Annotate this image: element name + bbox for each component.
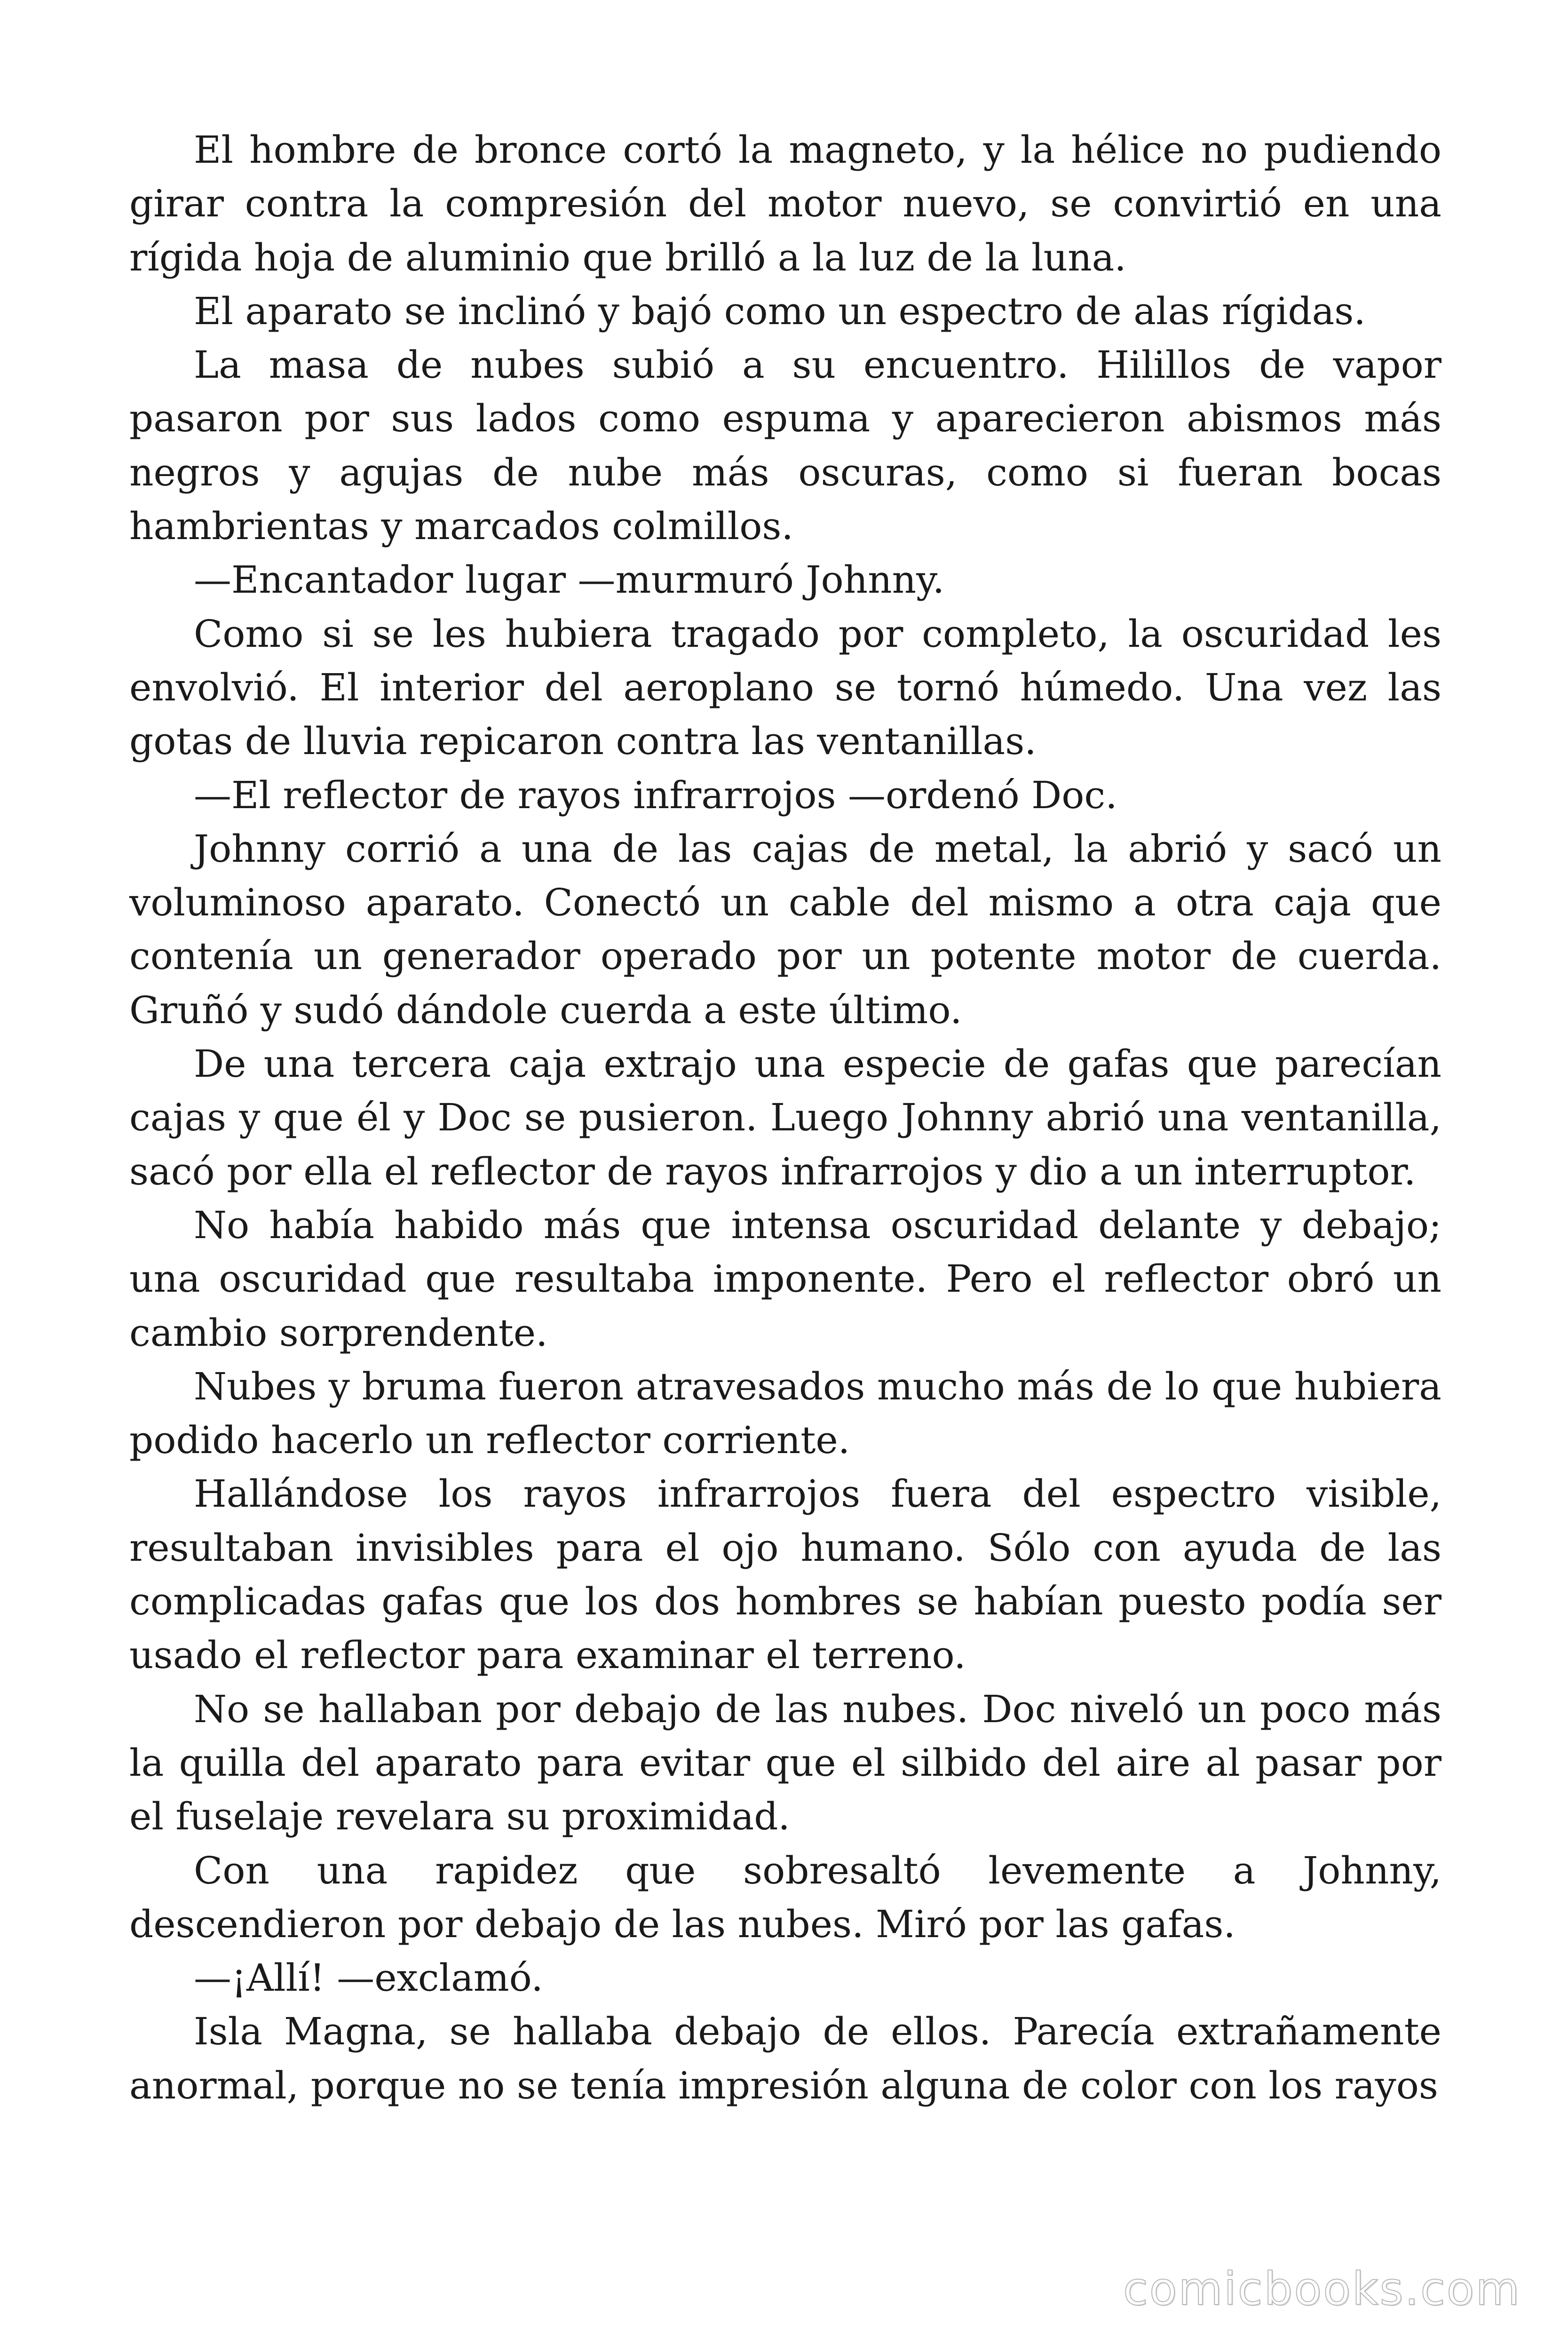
page-text [129, 123, 1441, 2113]
watermark: comicbooks.com [1123, 2263, 1521, 2315]
paragraph: No se hallaban por debajo de las nubes. Doc niveló un poco más la quilla del aparato para evitar que el silbido del aire al pasar por el fuselaje revelara su proximidad. [129, 1687, 1441, 1839]
paragraph: —Encantador lugar —murmuró Johnny. [194, 558, 945, 602]
paragraph: De una tercera caja extrajo una especie de gafas que parecían cajas y que él y Doc se pusieron. Luego Johnny abrió una ventanilla, sacó por ella el reflector de rayos infrarrojos y dio a un interruptor. [129, 1042, 1441, 1193]
paragraph: Como si se les hubiera tragado por completo, la oscuridad les envolvió. El interior del aeroplano se tornó húmedo. Una vez las gotas de lluvia repicaron contra las ventanillas. [129, 612, 1441, 763]
paragraph: El hombre de bronce cortó la magneto, y la hélice no pudiendo girar contra la compresión del motor nuevo, se convirtió en una rígida hoja de aluminio que brilló a la luz de la luna. [129, 128, 1441, 279]
paragraph: —El reflector de rayos infrarrojos —ordenó Doc. [194, 773, 1117, 817]
paragraph: —¡Allí! —exclamó. [194, 1956, 543, 2000]
paragraph: Johnny corrió a una de las cajas de metal, la abrió y sacó un voluminoso aparato. Conectó un cable del mismo a otra caja que contenía un generador operado por un potente motor de cuerda. Gruñó y sudó dándole cuerda a este último. [129, 826, 1441, 1032]
paragraph: La masa de nubes subió a su encuentro. Hilillos de vapor pasaron por sus lados como espuma y aparecieron abismos más negros y agujas de nube más oscuras, como si fueran bocas hambrientas y marcados colmillos. [129, 343, 1441, 548]
paragraph: Con una rapidez que sobresaltó levemente a Johnny, descendieron por debajo de las nubes. Miró por las gafas. [129, 1848, 1441, 1946]
paragraph: No había habido más que intensa oscuridad delante y debajo; una oscuridad que resultaba imponente. Pero el reflector obró un cambio sorprendente. [129, 1203, 1441, 1355]
paragraph: Hallándose los rayos infrarrojos fuera del espectro visible, resultaban invisibles para el ojo humano. Sólo con ayuda de las complicadas gafas que los dos hombres se habían puesto podía ser usado el reflector para examinar el terreno. [129, 1472, 1441, 1677]
paragraph: Nubes y bruma fueron atravesados mucho más de lo que hubiera podido hacerlo un reflector corriente. [129, 1364, 1441, 1462]
paragraph: El aparato se inclinó y bajó como un espectro de alas rígidas. [194, 289, 1366, 333]
paragraph: Isla Magna, se hallaba debajo de ellos. Parecía extrañamente anormal, porque no se tenía impresión alguna de color con los rayos [129, 2010, 1441, 2107]
